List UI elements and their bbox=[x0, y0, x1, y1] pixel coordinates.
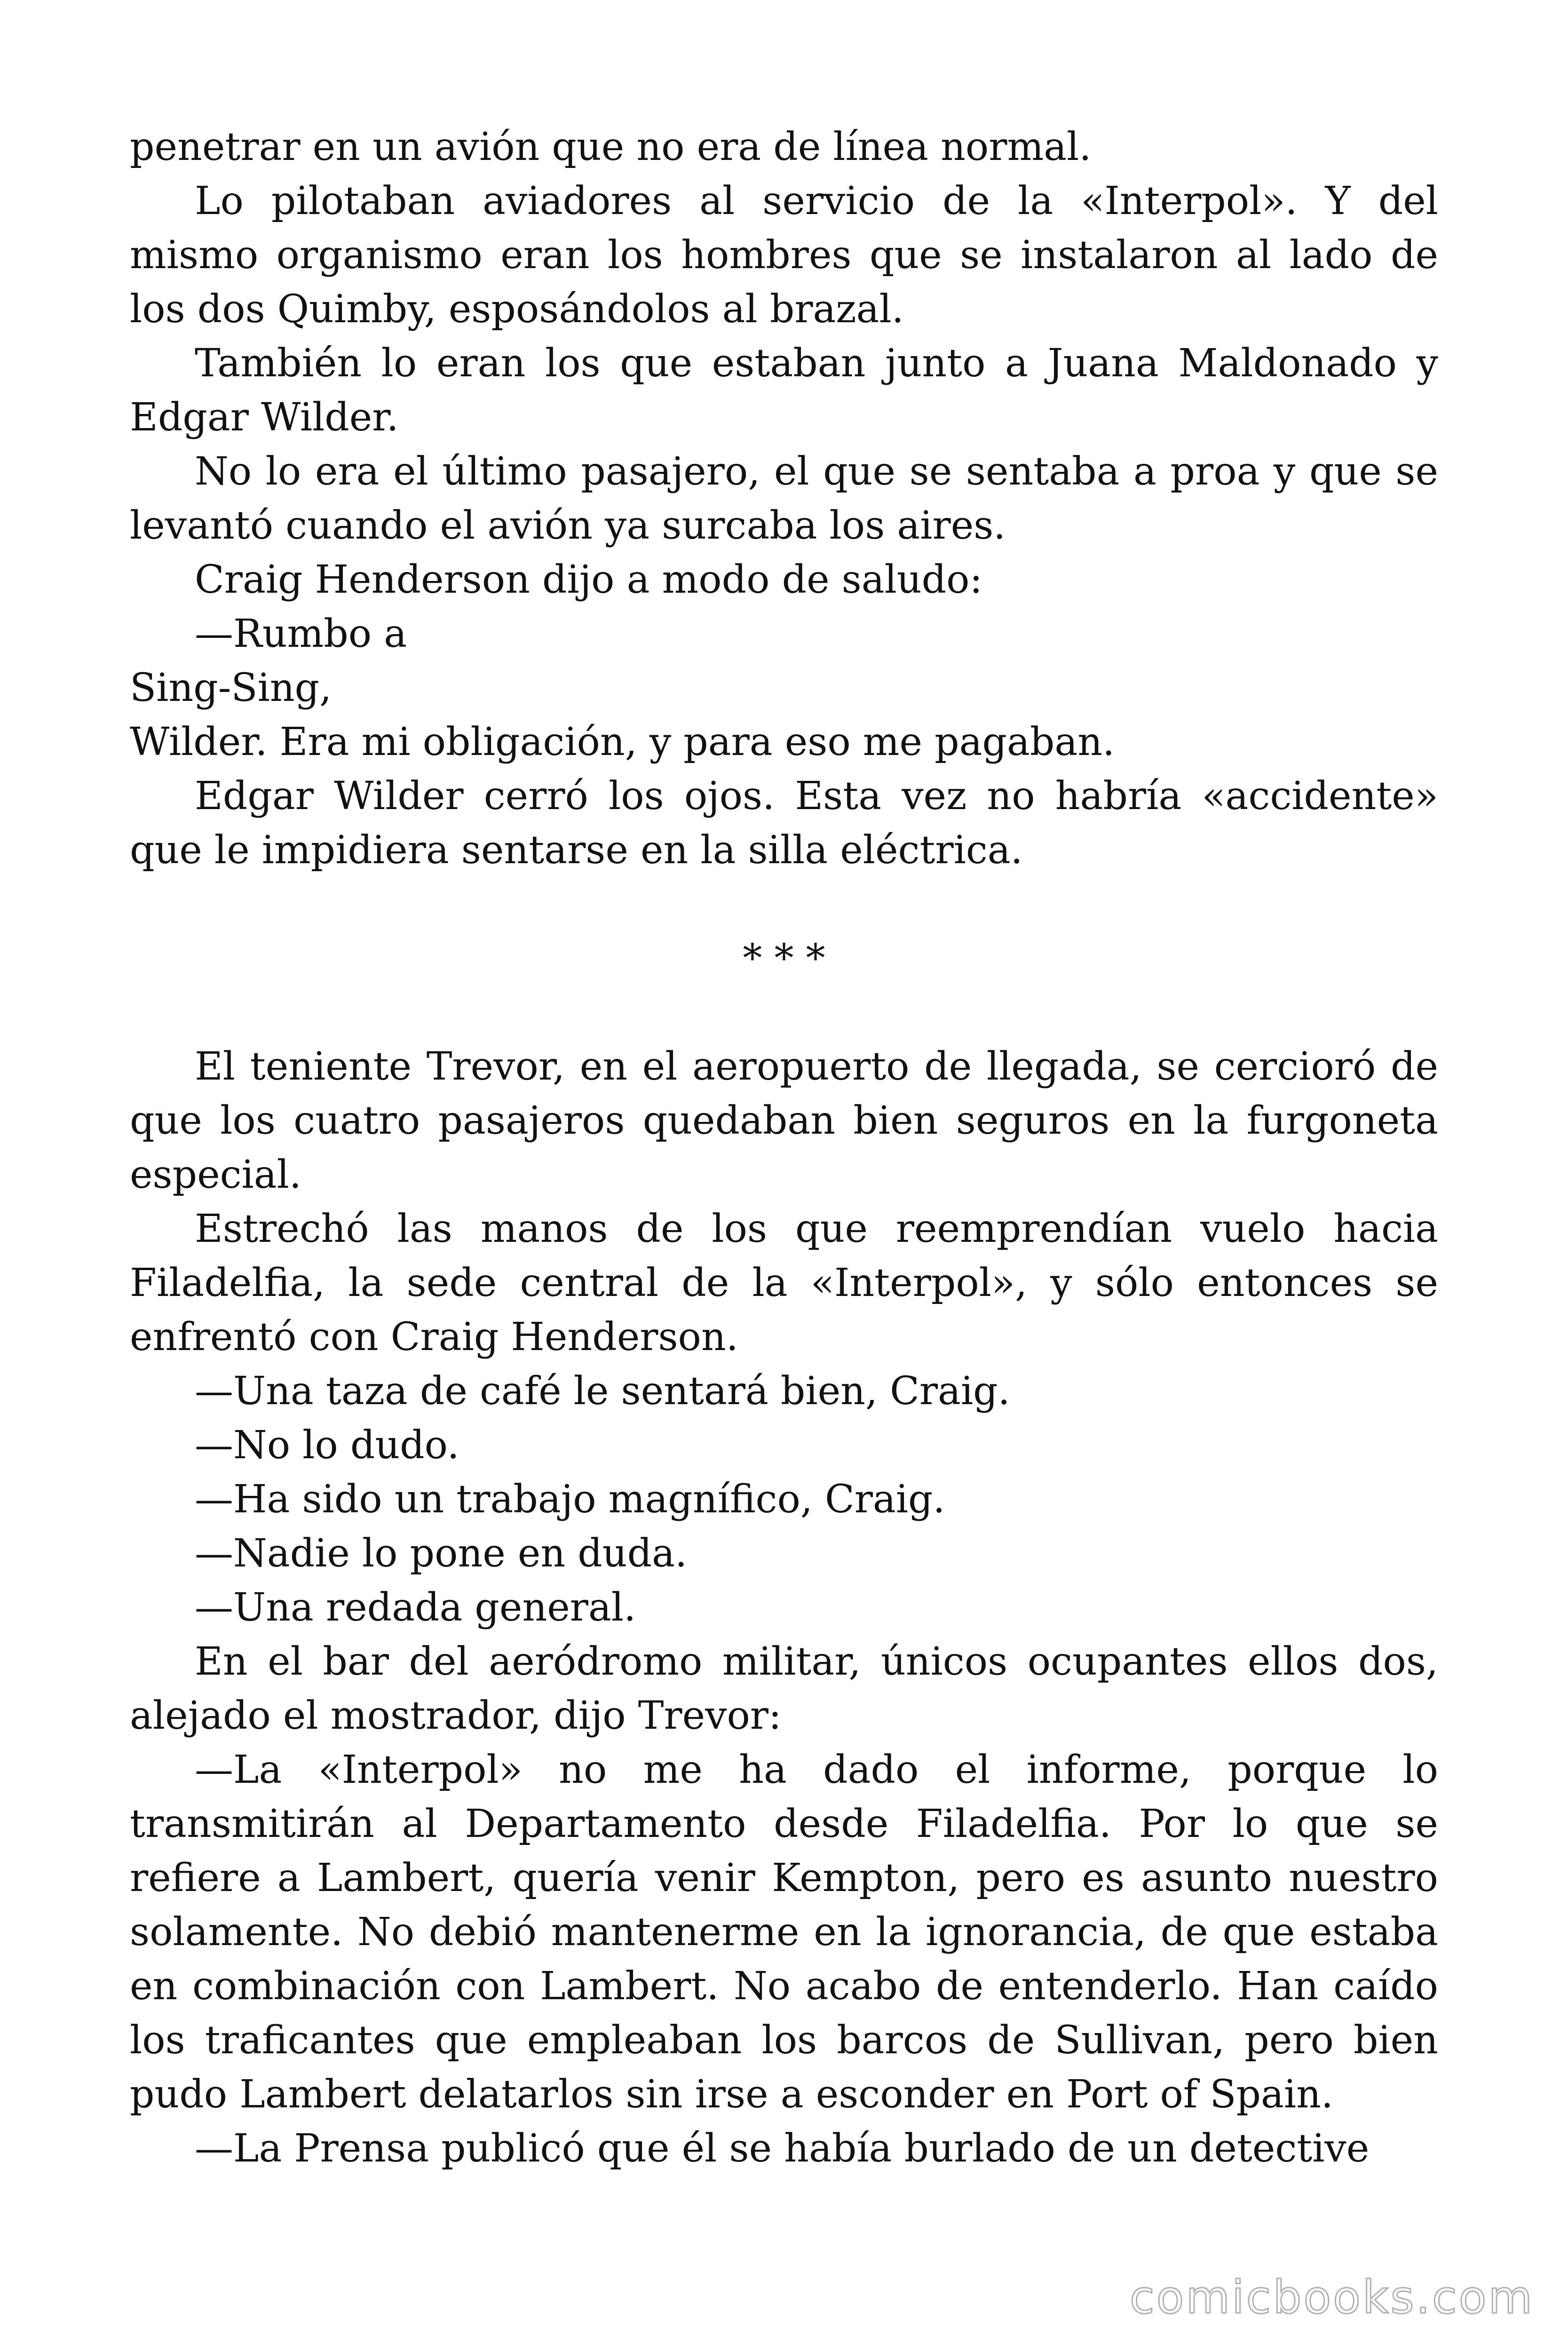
paragraph: penetrar en un avión que no era de línea normal. bbox=[130, 125, 1092, 169]
paragraph: Sing-Sing, bbox=[130, 666, 332, 710]
paragraph: —Ha sido un trabajo magnífico, Craig. bbox=[195, 1477, 945, 1522]
paragraph: —Una redada general. bbox=[195, 1585, 636, 1630]
watermark: comicbooks.com bbox=[1129, 2271, 1534, 2324]
paragraph: El teniente Trevor, en el aeropuerto de llegada, se cercioró de que los cuatro pasajeros quedaban bien seguros en la furgoneta especial. bbox=[130, 1044, 1438, 1197]
paragraph: Craig Henderson dijo a modo de saludo: bbox=[195, 557, 983, 602]
paragraph: En el bar del aeródromo militar, únicos ocupantes ellos dos, alejado el mostrador, dijo Trevor: bbox=[130, 1639, 1438, 1738]
paragraph: Wilder. Era mi obligación, y para eso me pagaban. bbox=[130, 720, 1115, 764]
paragraph: Edgar Wilder cerró los ojos. Esta vez no habría «accidente» que le impidiera sentarse en la silla eléctrica. bbox=[130, 774, 1438, 873]
paragraph: —Rumbo a bbox=[195, 612, 407, 656]
section-separator: * * * bbox=[743, 936, 825, 981]
body-text bbox=[130, 120, 1438, 2176]
paragraph: Lo pilotaban aviadores al servicio de la «Interpol». Y del mismo organismo eran los hombres que se instalaron al lado de los dos Quimby, esposándolos al brazal. bbox=[130, 179, 1438, 332]
paragraph: —Nadie lo pone en duda. bbox=[195, 1531, 688, 1576]
paragraph: —No lo dudo. bbox=[195, 1423, 459, 1468]
paragraph: Estrechó las manos de los que reemprendían vuelo hacia Filadelfia, la sede central de la «Interpol», y sólo entonces se enfrentó con Craig Henderson. bbox=[130, 1207, 1438, 1359]
paragraph: No lo era el último pasajero, el que se sentaba a proa y que se levantó cuando el avión ya surcaba los aires. bbox=[130, 449, 1438, 548]
paragraph: —La Prensa publicó que él se había burlado de un detective bbox=[195, 2126, 1370, 2171]
paragraph: —Una taza de café le sentará bien, Craig. bbox=[195, 1369, 1010, 1414]
paragraph: —La «Interpol» no me ha dado el informe, porque lo transmitirán al Departamento desde Filadelfia. Por lo que se refiere a Lambert, quería venir Kempton, pero es asunto nuestro solamente. No debió mantenerme en la ignorancia, de que estaba en combinación con Lambert. No acabo de entenderlo. Han caído los traficantes que empleaban los barcos de Sullivan, pero bien pudo Lambert delatarlos sin irse a esconder en Port of Spain. bbox=[130, 1748, 1438, 2117]
paragraph: También lo eran los que estaban junto a Juana Maldonado y Edgar Wilder. bbox=[130, 341, 1438, 440]
